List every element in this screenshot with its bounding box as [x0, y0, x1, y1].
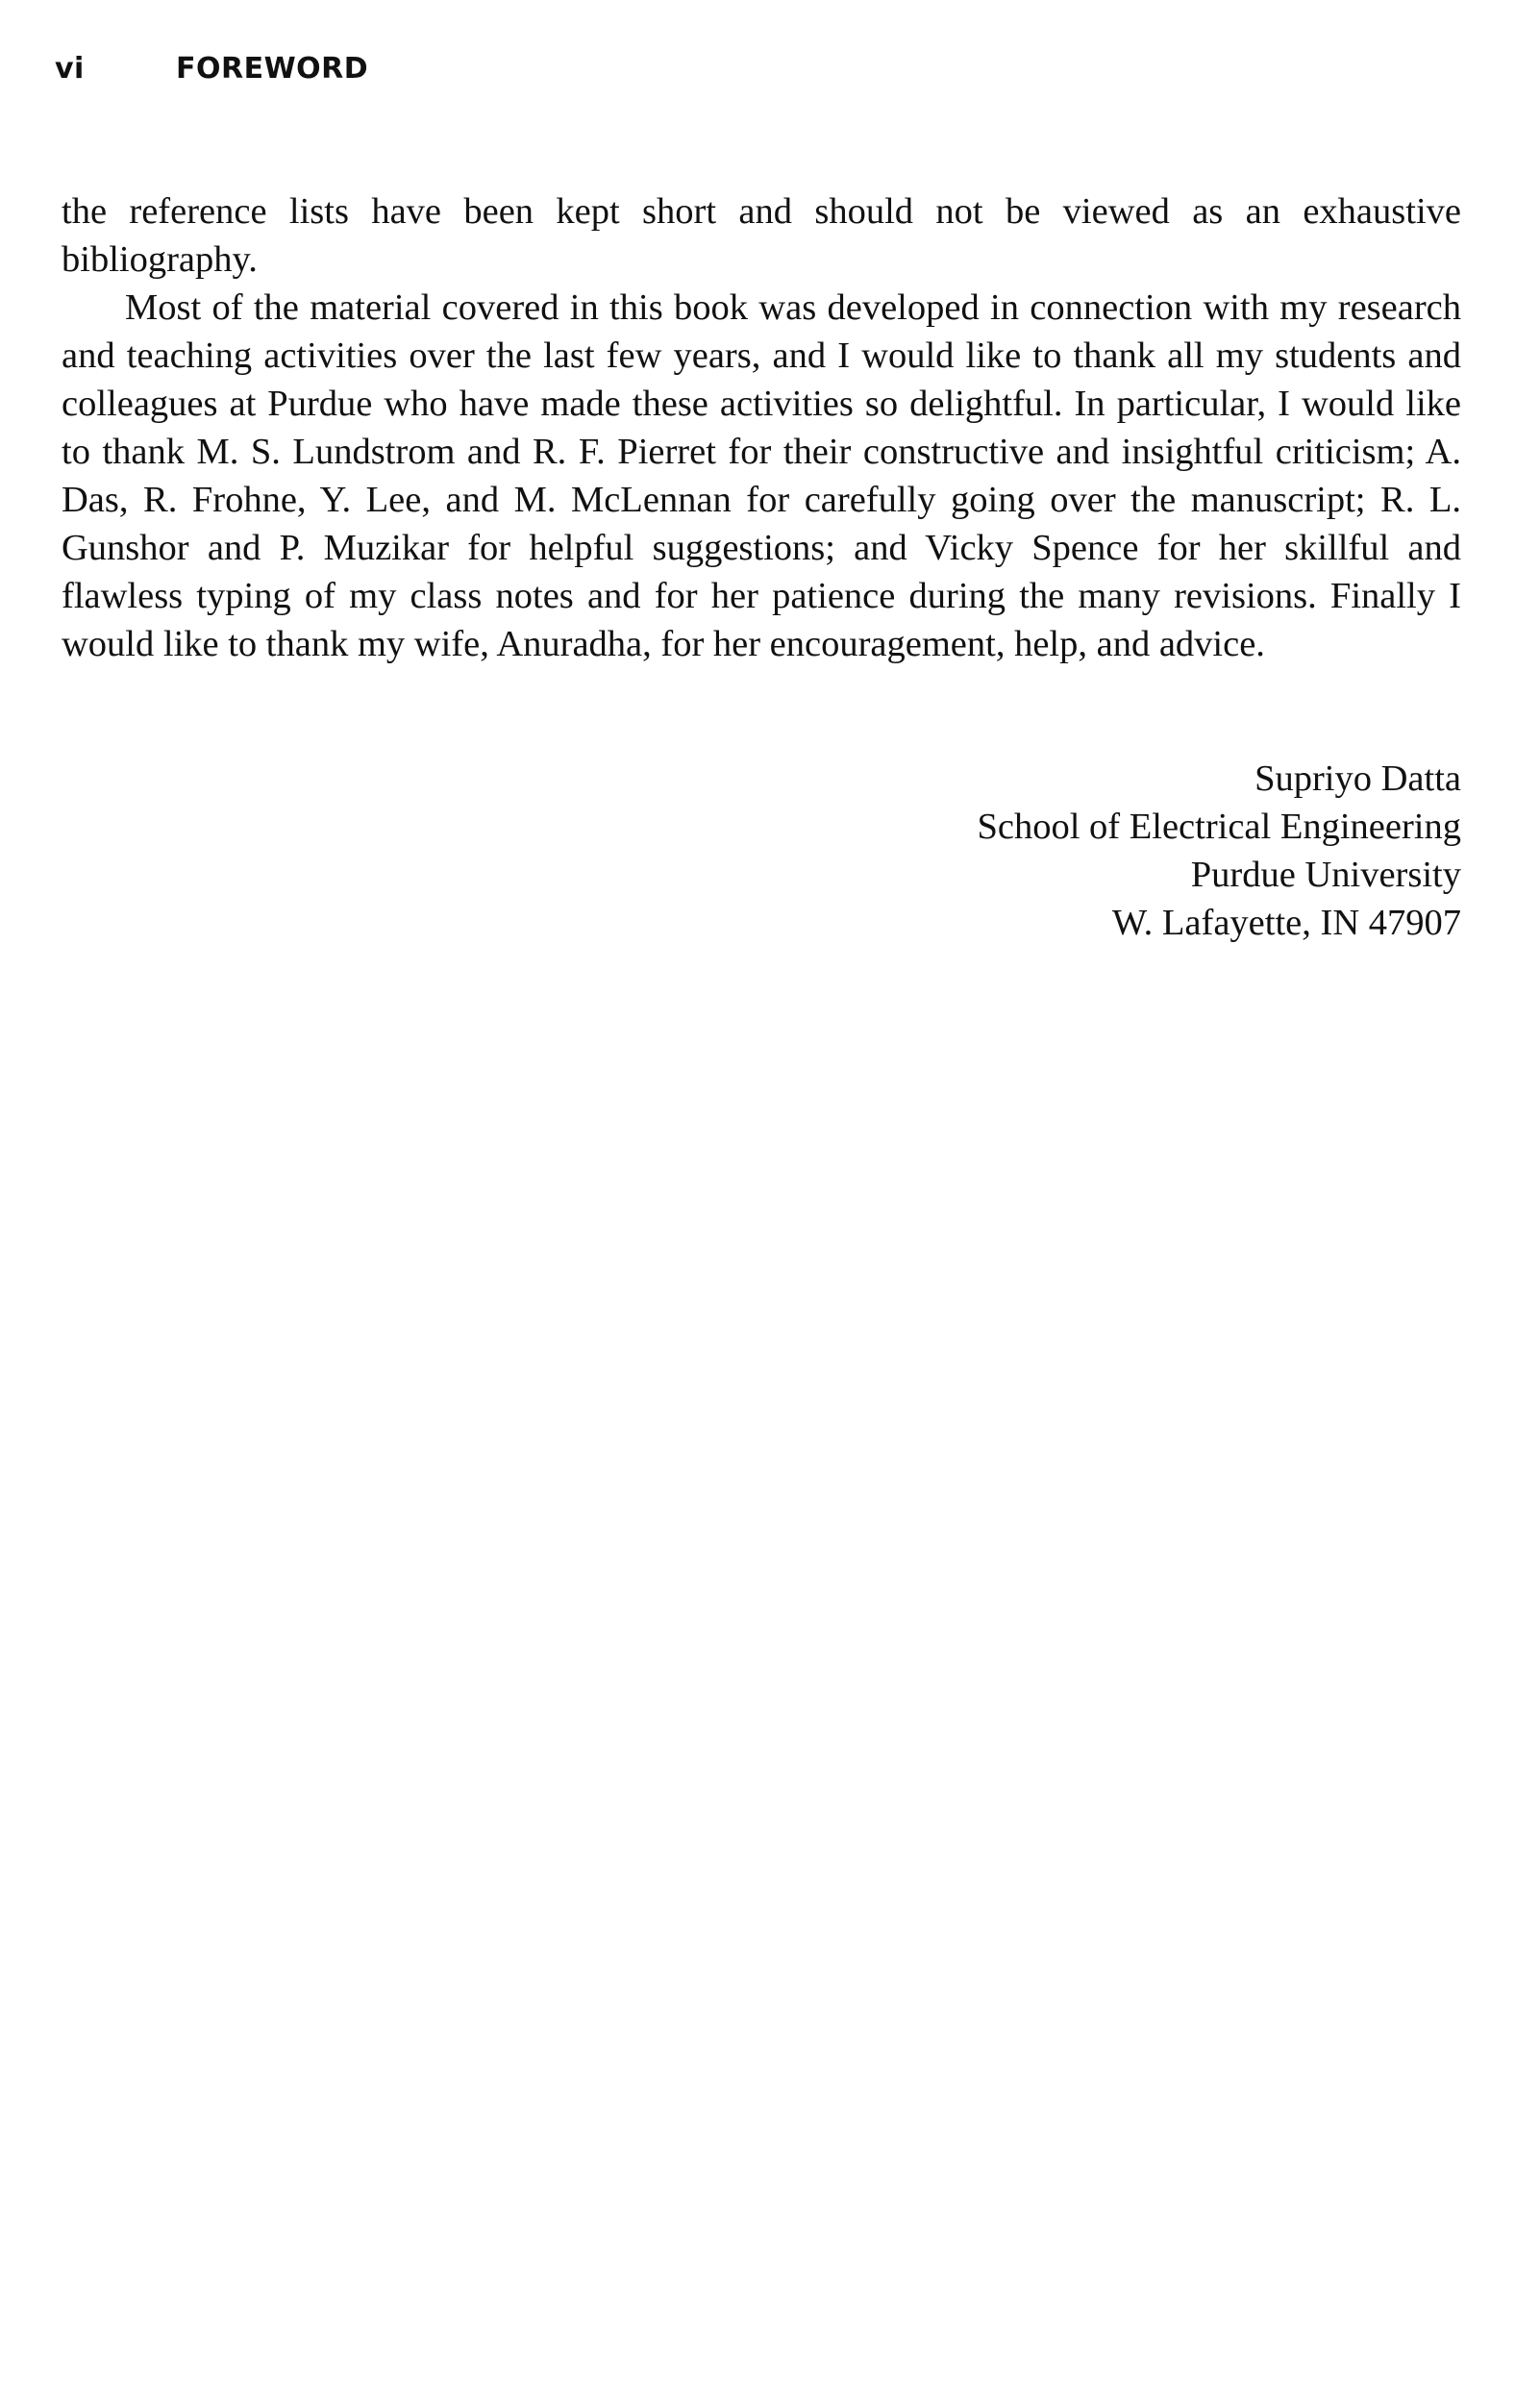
paragraph: the reference lists have been kept short and should not be viewed as an exhaustive bibliography.	[62, 191, 1461, 280]
page-number: vi	[55, 52, 85, 86]
running-head	[55, 50, 368, 88]
foreword-body	[62, 187, 1461, 668]
author-department: School of Electrical Engineering	[977, 807, 1461, 847]
section-title: FOREWORD	[176, 52, 369, 86]
author-name: Supriyo Datta	[1254, 758, 1461, 799]
paragraph: Most of the material covered in this book was developed in connection with my research and teaching activities over the last few years, and I would like to thank all my students and colleagues at Purdue who have made these activities so delightful. In particular, I would like to thank M. S. Lundstrom and R. F. Pierret for their constructive and insightful criticism; A. Das, R. Frohne, Y. Lee, and M. McLennan for carefully going over the manuscript; R. L. Gunshor and P. Muzikar for helpful suggestions; and Vicky Spence for her skillful and flawless typing of my class notes and for her patience during the many revisions. Finally I would like to thank my wife, Anuradha, for her encouragement, help, and advice.	[62, 287, 1461, 664]
author-address: W. Lafayette, IN 47907	[1111, 903, 1461, 943]
author-institution: Purdue University	[1190, 855, 1461, 895]
signature-block	[692, 755, 1461, 947]
